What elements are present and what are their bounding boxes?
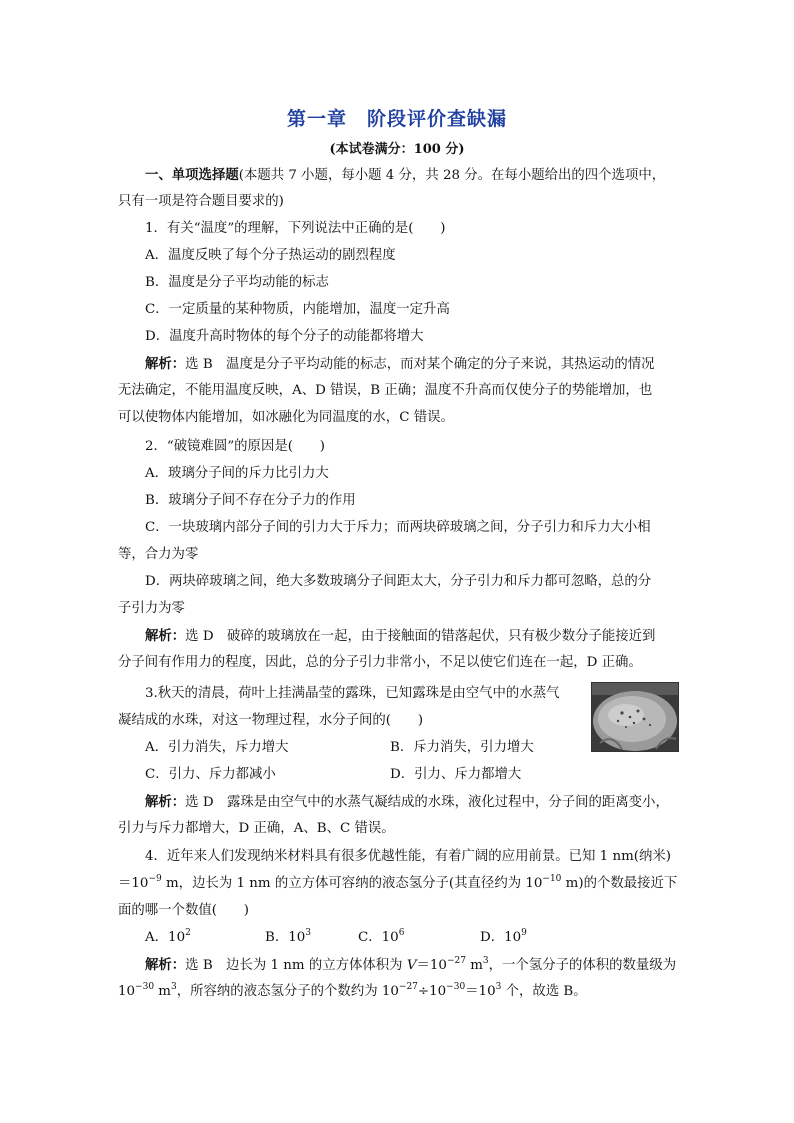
q4-analysis-text: ，所容纳的液态氢分子的个数约为 10 <box>176 984 399 999</box>
q2-analysis-text1: 选 D 破碎的玻璃放在一起，由于接触面的错落起伏，只有极少数分子能接近到 <box>185 629 656 644</box>
section-heading <box>145 166 665 185</box>
q3-option-b: B．斥力消失，引力增大 <box>390 740 534 755</box>
q4-option-d <box>480 929 527 947</box>
q4-option-c <box>358 929 404 947</box>
q2-analysis-line1 <box>145 627 655 646</box>
q4-analysis-text: ＝10 <box>465 984 496 999</box>
q1-analysis-text1: 选 B 温度是分子平均动能的标志，而对某个确定的分子来说，其热运动的情况 <box>185 357 655 372</box>
q3-option-a: A．引力消失，斥力增大 <box>145 740 289 755</box>
q4-analysis-text: ，一个氢分子的体积的数量级为 <box>488 958 677 973</box>
q4-analysis-text: 10 <box>118 984 136 999</box>
q4-analysis-line1 <box>145 956 676 975</box>
q2-option-c-line1: C．一块玻璃内部分子间的引力大于斥力；而两块碎玻璃之间，分子引力和斥力大小相 <box>145 520 651 535</box>
q1-analysis-line3: 可以使物体内能增加，如冰融化为同温度的水，C 错误。 <box>118 410 454 425</box>
q4-analysis-text: 个，故选 B。 <box>501 984 587 999</box>
analysis-label: 解析： <box>145 957 186 973</box>
q1-option-a: A．温度反映了每个分子热运动的剧烈程度 <box>145 248 396 263</box>
section-desc-line2: 只有一项是符合题目要求的) <box>118 194 284 209</box>
q4-stem-line3: 面的哪一个数值( ) <box>118 903 249 918</box>
score-note: (本试卷满分：100 分) <box>329 142 465 157</box>
q4-exponent: −27 <box>446 956 466 966</box>
q2-option-a: A．玻璃分子间的斥力比引力大 <box>145 466 329 481</box>
q1-option-b: B．温度是分子平均动能的标志 <box>145 275 329 290</box>
q4-analysis-text: m <box>465 958 483 973</box>
q4-stem-line2 <box>118 875 677 893</box>
q4-exponent: −10 <box>542 874 562 884</box>
q4-exponent: 3 <box>495 982 502 992</box>
q1-option-d: D．温度升高时物体的每个分子的动能都将增大 <box>145 329 424 344</box>
section-desc: (本题共 7 小题，每小题 4 分，共 28 分。在每小题给出的四个选项中， <box>238 168 666 183</box>
analysis-label: 解析： <box>145 628 186 644</box>
q4-analysis-text: 选 B 边长为 1 nm 的立方体体积为 <box>185 958 407 973</box>
q2-option-b: B．玻璃分子间不存在分子力的作用 <box>145 493 356 508</box>
q4-analysis-text: m <box>154 984 172 999</box>
q4-exponent: −30 <box>446 982 466 992</box>
q3-stem-line1: 3.秋天的清晨，荷叶上挂满晶莹的露珠，已知露珠是由空气中的水蒸气 <box>145 686 560 701</box>
option-exponent: 9 <box>521 928 527 938</box>
q2-option-d-line2: 子引力为零 <box>118 601 185 616</box>
q4-option-a <box>145 929 191 947</box>
q2-option-d-line1: D．两块碎玻璃之间，绝大多数玻璃分子间距太大，分子引力和斥力都可忽略，总的分 <box>145 574 652 589</box>
chapter-label: 第一章 <box>286 108 347 130</box>
q4-stem-line1: 4．近年来人们发现纳米材料具有很多优越性能，有着广阔的应用前景。已知 1 nm(纳米) <box>145 849 671 864</box>
q4-exponent: −9 <box>148 874 162 884</box>
page-title <box>0 104 794 131</box>
q3-option-d: D．引力、斥力都增大 <box>390 767 522 782</box>
q2-stem: 2．“破镜难圆”的原因是( ) <box>145 439 325 454</box>
analysis-label: 解析： <box>145 356 186 372</box>
option-exponent: 3 <box>305 928 312 938</box>
option-base: A．10 <box>145 930 186 945</box>
q1-analysis-line1 <box>145 355 655 374</box>
q4-option-b <box>265 929 311 947</box>
q1-stem: 1．有关“温度”的理解，下列说法中正确的是( ) <box>145 221 446 236</box>
q2-option-c-line2: 等，合力为零 <box>118 547 199 562</box>
q4-text: m，边长为 1 nm 的立方体可容纳的液态氢分子(其直径约为 10 <box>161 876 543 891</box>
q2-analysis-line2: 分子间有作用力的程度，因此，总的分子引力非常小，不足以使它们连在一起，D 正确。 <box>118 655 642 670</box>
q4-exponent: 3 <box>482 956 489 966</box>
q4-exponent: 3 <box>171 982 177 992</box>
q4-analysis-line2 <box>118 983 587 1001</box>
section-title: 一、单项选择题 <box>145 167 239 183</box>
q3-option-c: C．引力、斥力都减小 <box>145 767 276 782</box>
option-base: D．10 <box>480 930 522 945</box>
title-text: 阶段评价查缺漏 <box>367 108 508 130</box>
dew-leaf-photo <box>591 682 679 752</box>
q3-analysis-line2: 引力与斥力都增大，D 正确，A、B、C 错误。 <box>118 821 395 836</box>
q4-exponent: −30 <box>135 982 155 992</box>
analysis-label: 解析： <box>145 794 186 810</box>
volume-symbol: V <box>406 958 417 973</box>
q4-text: m)的个数最接近下 <box>561 876 678 891</box>
q3-analysis-line1 <box>145 793 669 812</box>
q3-analysis-text1: 选 D 露珠是由空气中的水蒸气凝结成的水珠，液化过程中，分子间的距离变小， <box>185 795 669 810</box>
option-base: B．10 <box>265 930 306 945</box>
q4-text: ＝10 <box>118 876 149 891</box>
option-exponent: 2 <box>185 928 191 938</box>
q4-analysis-text: ＝10 <box>416 958 447 973</box>
lotus-leaf-image <box>592 683 678 751</box>
q1-option-c: C．一定质量的某种物质，内能增加，温度一定升高 <box>145 302 450 317</box>
q4-analysis-text: ÷10 <box>417 984 447 999</box>
q1-analysis-line2: 无法确定，不能用温度反映，A、D 错误，B 正确；温度不升高而仅使分子的势能增加，也 <box>118 383 653 398</box>
q3-stem-line2: 凝结成的水珠，对这一物理过程，水分子间的( ) <box>118 713 424 728</box>
option-exponent: 6 <box>398 928 405 938</box>
option-base: C．10 <box>358 930 399 945</box>
q4-exponent: −27 <box>398 982 418 992</box>
